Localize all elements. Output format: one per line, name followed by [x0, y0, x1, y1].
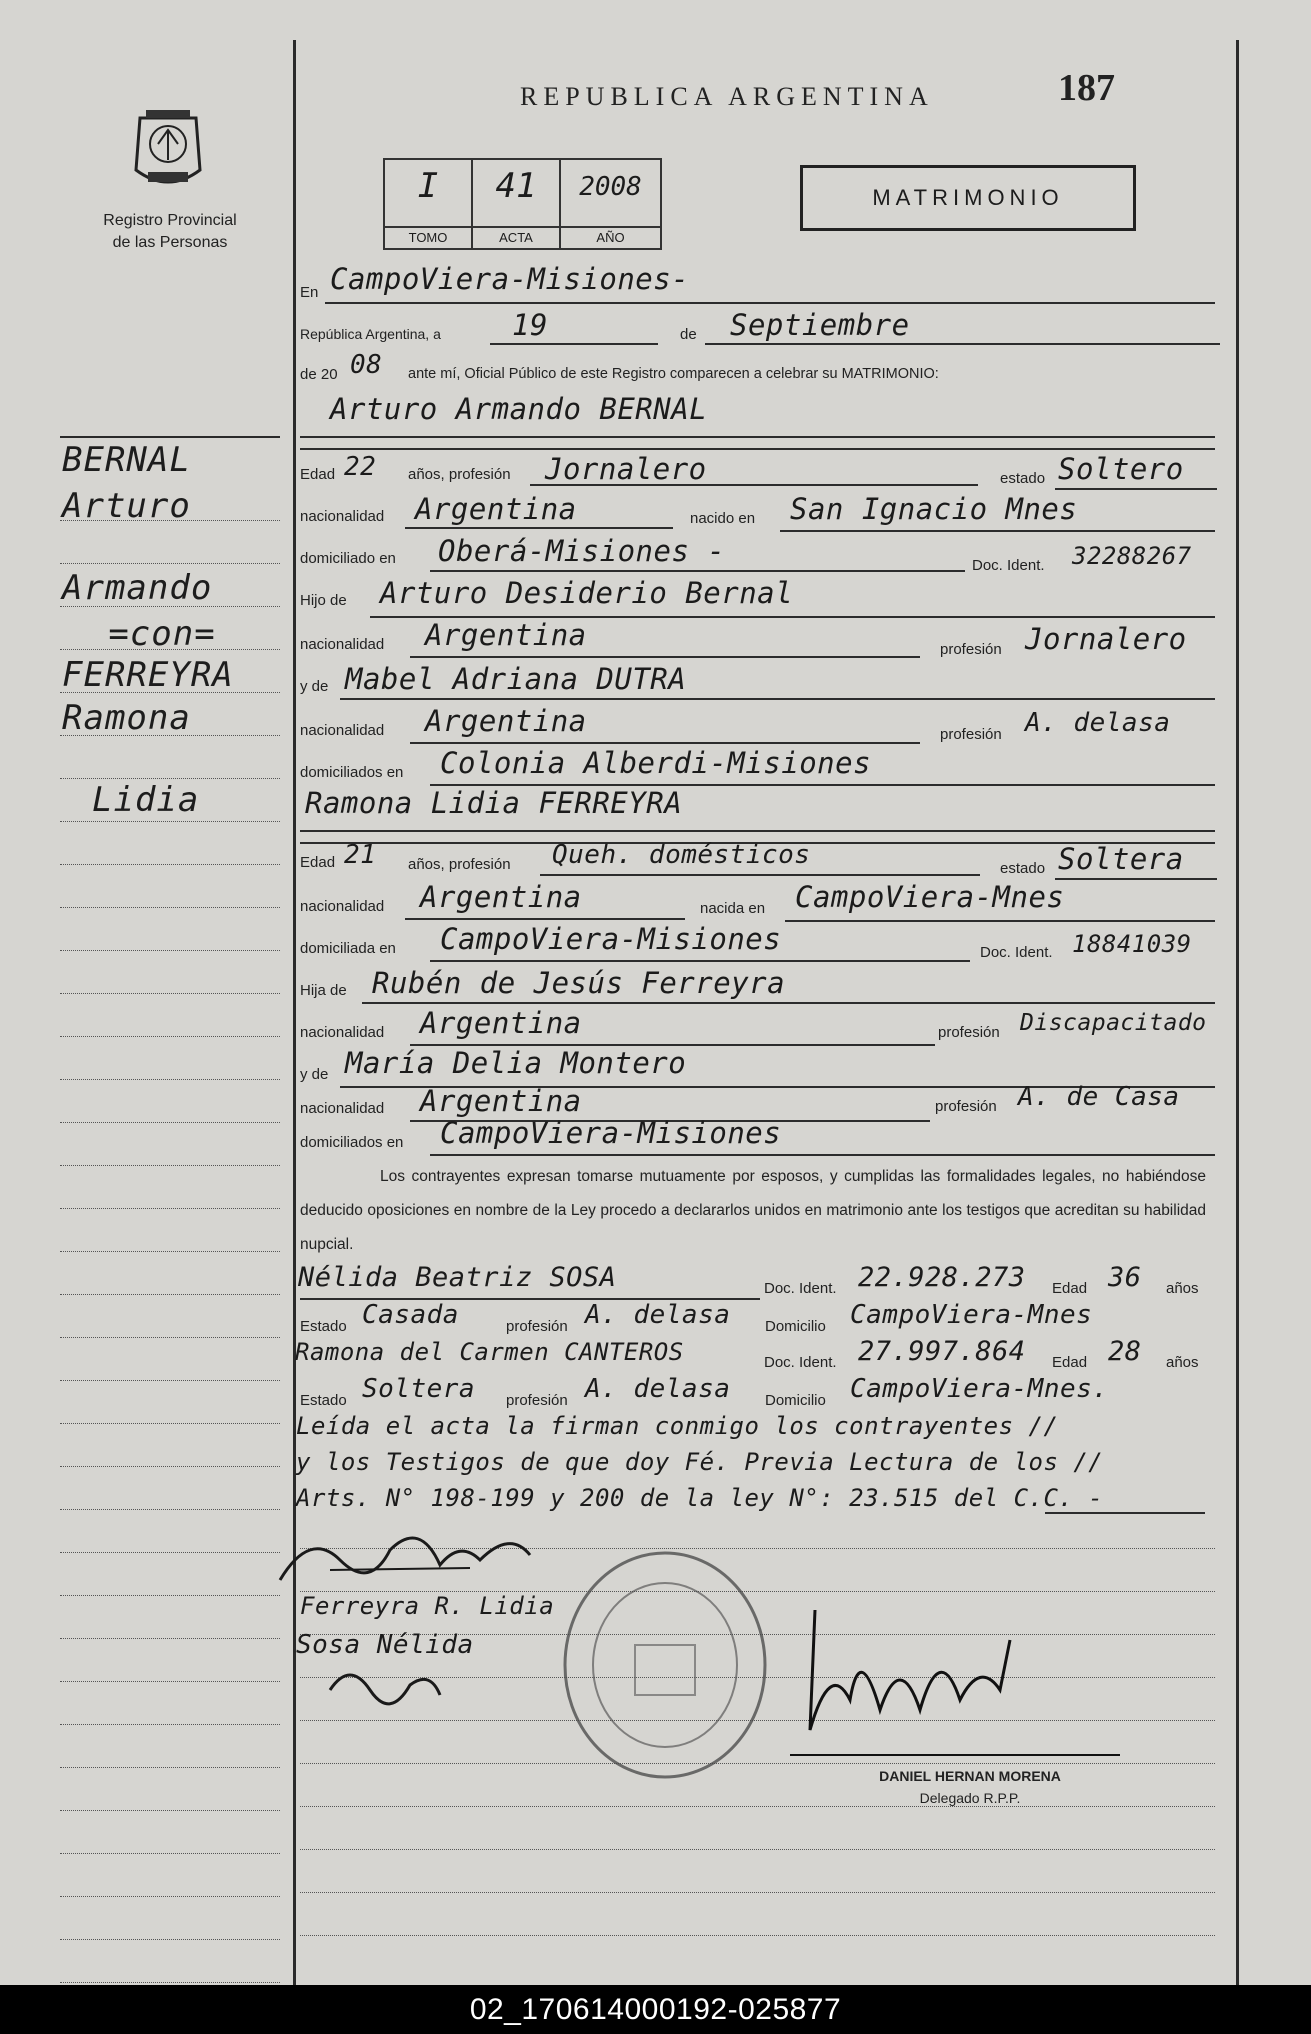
bride-status: Soltera — [1058, 842, 1184, 876]
place-line — [325, 302, 1215, 304]
witness2-dom-label: Domicilio — [765, 1392, 826, 1409]
bride-signature: Ferreyra R. Lidia — [300, 1592, 555, 1620]
groom-doc-label: Doc. Ident. — [972, 557, 1045, 574]
closing-line-2: y los Testigos de que doy Fé. Previa Lectura de los // — [296, 1448, 1104, 1476]
margin-rule-line — [60, 563, 280, 564]
groom-nationality: Argentina — [415, 492, 577, 526]
margin-rule-line — [60, 1337, 280, 1338]
margin-surname-bride: FERREYRA — [62, 655, 234, 695]
groom-mother-profession: A. delasa — [1025, 708, 1171, 738]
margin-rule-line — [60, 1595, 280, 1596]
acta-value: 41 — [495, 166, 537, 206]
groom-mother-line — [340, 698, 1215, 700]
bride-name: Ramona Lidia FERREYRA — [305, 786, 683, 820]
groom-prof-line — [530, 484, 978, 486]
bride-parents-dom-label: domiciliados en — [300, 1134, 404, 1151]
bride-age: 21 — [344, 840, 377, 870]
anio-value: 2008 — [579, 172, 642, 202]
bride-nat-line — [405, 918, 685, 920]
bride-estado-label: estado — [1000, 860, 1046, 877]
day-line — [490, 343, 658, 345]
bride-birthplace: CampoViera-Mnes — [795, 880, 1065, 914]
groom-father-nationality: Argentina — [425, 618, 587, 652]
groom-mother-nat-line — [410, 742, 920, 744]
witness2-name: Ramona del Carmen CANTEROS — [295, 1338, 684, 1366]
bride-nacida-label: nacida en — [700, 900, 766, 917]
margin-rule-line — [60, 1810, 280, 1811]
margin-rule-line — [60, 1165, 280, 1166]
bride-yde-label: y de — [300, 1066, 329, 1083]
margin-rule-line — [60, 1681, 280, 1682]
registry-label — [60, 210, 280, 254]
margin-rule-line — [60, 1380, 280, 1381]
margin-rule-line — [60, 1552, 280, 1553]
margin-rule-line — [60, 1036, 280, 1037]
act-type-box: MATRIMONIO — [800, 165, 1136, 231]
bride-doc: 18841039 — [1072, 930, 1192, 958]
witness2-age: 28 — [1108, 1336, 1142, 1367]
groom-age: 22 — [344, 452, 377, 482]
margin-middle-name-bride: Lidia — [92, 780, 200, 820]
en-label: En — [300, 284, 319, 301]
statement-text: ante mí, Oficial Público de este Registro comparecen a celebrar su MATRIMONIO: — [408, 366, 939, 382]
witness2-anios-label: años — [1166, 1354, 1199, 1371]
official-name: DANIEL HERNAN MORENA — [879, 1768, 1061, 1784]
groom-birthplace-line — [780, 530, 1215, 532]
margin-rule-line — [60, 1423, 280, 1424]
day-value: 19 — [512, 308, 548, 342]
witness1-doc-label: Doc. Ident. — [764, 1280, 837, 1297]
republica-label: República Argentina, a — [300, 326, 441, 342]
margin-rule-line — [60, 1896, 280, 1897]
witness2-profession: A. delasa — [585, 1374, 731, 1404]
bride-mother-prof-label: profesión — [935, 1098, 997, 1115]
official-stamp-icon — [555, 1545, 775, 1785]
bride-name-line — [300, 830, 1215, 832]
groom-signature-icon — [270, 1510, 570, 1600]
groom-prof-label: años, profesión — [408, 466, 511, 483]
scan-footer — [0, 1985, 1311, 2034]
margin-rule-line — [60, 1767, 280, 1768]
groom-doc: 32288267 — [1072, 542, 1192, 570]
anio-cell — [561, 160, 660, 248]
groom-status-line — [1055, 488, 1217, 490]
registry-line-1: Registro Provincial — [103, 212, 237, 229]
witness2-prof-label: profesión — [506, 1392, 568, 1409]
bride-edad-label: Edad — [300, 854, 336, 871]
bride-mother: María Delia Montero — [345, 1046, 687, 1080]
bride-father: Rubén de Jesús Ferreyra — [372, 966, 786, 1000]
witness1-dom-label: Domicilio — [765, 1318, 826, 1335]
groom-dom-line — [430, 570, 965, 572]
closing-line-1: Leída el acta la firman conmigo los contrayentes // — [296, 1412, 1059, 1440]
bride-dom-line — [430, 960, 970, 962]
groom-name-line — [300, 436, 1215, 438]
groom-father: Arturo Desiderio Bernal — [380, 576, 794, 610]
signature-rule-line — [300, 1849, 1215, 1850]
margin-rule-line — [60, 821, 280, 822]
bride-doc-label: Doc. Ident. — [980, 944, 1053, 961]
margin-rule-line — [60, 1853, 280, 1854]
month-value: Septiembre — [730, 308, 910, 342]
bride-father-line — [362, 1002, 1215, 1004]
groom-birthplace: San Ignacio Mnes — [790, 492, 1078, 526]
witness1-doc: 22.928.273 — [858, 1262, 1026, 1293]
groom-mother: Mabel Adriana DUTRA — [345, 662, 687, 696]
groom-father-prof-label: profesión — [940, 641, 1002, 658]
de-label: de — [680, 326, 697, 343]
bride-birthplace-line — [785, 920, 1215, 922]
groom-nat-line — [405, 527, 673, 529]
groom-mother-nationality: Argentina — [425, 704, 587, 738]
groom-mother-nat-label: nacionalidad — [300, 722, 385, 739]
folio-number: 187 — [1058, 67, 1115, 109]
margin-rule-line — [60, 907, 280, 908]
witness2-signature-icon — [320, 1660, 460, 1710]
witness1-estado-label: Estado — [300, 1318, 347, 1335]
groom-hijo-label: Hijo de — [300, 592, 347, 609]
groom-nacido-label: nacido en — [690, 510, 756, 527]
scan-code: 02_170614000192-025877 — [469, 1993, 842, 2026]
bride-dom-label: domiciliada en — [300, 940, 396, 957]
margin-rule-line — [60, 778, 280, 779]
margin-rule-line — [60, 1638, 280, 1639]
witness2-status: Soltera — [362, 1374, 476, 1404]
margin-first-name-groom: Arturo — [62, 486, 191, 526]
anio-label: AÑO — [561, 226, 660, 248]
acta-cell — [473, 160, 561, 248]
witness2-domicile: CampoViera-Mnes. — [850, 1374, 1109, 1404]
witness1-edad-label: Edad — [1052, 1280, 1088, 1297]
groom-nat-label: nacionalidad — [300, 508, 385, 525]
country-title: REPUBLICA ARGENTINA — [520, 82, 934, 111]
margin-rule-line — [60, 1466, 280, 1467]
closing-end-line — [1045, 1512, 1205, 1514]
margin-rule-line — [60, 1939, 280, 1940]
witness2-edad-label: Edad — [1052, 1354, 1088, 1371]
groom-yde-label: y de — [300, 678, 329, 695]
bride-parents-domicile: CampoViera-Misiones — [440, 1116, 782, 1150]
margin-first-name-bride: Ramona — [62, 698, 191, 738]
bride-father-nationality: Argentina — [420, 1006, 582, 1040]
groom-estado-label: estado — [1000, 470, 1046, 487]
witness1-status: Casada — [362, 1300, 459, 1330]
bride-mother-profession: A. de Casa — [1018, 1082, 1180, 1112]
margin-divider — [293, 40, 296, 1985]
groom-father-nat-line — [410, 656, 920, 658]
groom-father-profession: Jornalero — [1025, 622, 1187, 656]
groom-mother-prof-label: profesión — [940, 726, 1002, 743]
margin-middle-name-groom: Armando — [62, 568, 213, 608]
bride-father-nat-label: nacionalidad — [300, 1024, 385, 1041]
signature-rule-line — [300, 1935, 1215, 1936]
groom-domicile: Oberá-Misiones - — [438, 534, 726, 568]
groom-dom-label: domiciliado en — [300, 550, 396, 567]
groom-father-nat-label: nacionalidad — [300, 636, 385, 653]
bride-hija-label: Hija de — [300, 982, 347, 999]
bride-father-profession: Discapacitado — [1020, 1010, 1207, 1036]
bride-status-line — [1055, 878, 1217, 880]
witness-signature: Sosa Nélida — [296, 1630, 474, 1660]
declaration-text: Los contrayentes expresan tomarse mutuamente por esposos, y cumplidas las formalidades legales, no habiéndose deducido oposiciones en nombre de la Ley procedo a declararlos unidos en matrimonio ante los testigos que acreditan su habilidad nupcial. — [300, 1168, 1206, 1253]
year-suffix: 08 — [350, 350, 383, 380]
signature-rule-line — [300, 1806, 1215, 1807]
margin-rule-line — [60, 864, 280, 865]
right-border — [1236, 40, 1239, 1985]
margin-con: =con= — [108, 614, 216, 654]
witness2-estado-label: Estado — [300, 1392, 347, 1409]
bride-mother-nat-label: nacionalidad — [300, 1100, 385, 1117]
bride-prof-line — [540, 874, 980, 876]
margin-rule-line — [60, 1294, 280, 1295]
official-title: Delegado R.P.P. — [919, 1790, 1021, 1806]
margin-rule-line — [60, 1079, 280, 1080]
margin-rule-line — [60, 950, 280, 951]
bride-father-prof-label: profesión — [938, 1024, 1000, 1041]
acta-label: ACTA — [473, 226, 559, 248]
closing-line-3: Arts. N° 198-199 y 200 de la ley N°: 23.515 del C.C. - — [296, 1484, 1104, 1512]
month-line — [705, 343, 1220, 345]
province-seal-icon — [120, 100, 216, 196]
bride-mother-nationality: Argentina — [420, 1084, 582, 1118]
margin-rule-line — [60, 1208, 280, 1209]
official-signature-icon — [790, 1580, 1130, 1760]
margin-rule-line — [60, 1509, 280, 1510]
groom-edad-label: Edad — [300, 466, 336, 483]
bride-nat-label: nacionalidad — [300, 898, 385, 915]
witness1-domicile: CampoViera-Mnes — [850, 1300, 1093, 1330]
groom-name-line-2 — [300, 448, 1215, 450]
bride-nationality: Argentina — [420, 880, 582, 914]
witness2-doc: 27.997.864 — [858, 1336, 1026, 1367]
witness1-anios-label: años — [1166, 1280, 1199, 1297]
margin-rule-line — [60, 1982, 280, 1983]
groom-name: Arturo Armando BERNAL — [330, 392, 708, 426]
groom-status: Soltero — [1058, 452, 1184, 486]
place-value: CampoViera-Misiones- — [330, 262, 690, 296]
margin-surname-groom: BERNAL — [62, 440, 191, 480]
tomo-value: I — [417, 166, 439, 206]
groom-profession: Jornalero — [545, 452, 707, 486]
groom-parents-domicile: Colonia Alberdi-Misiones — [440, 746, 872, 780]
margin-top-rule — [60, 436, 280, 438]
registry-line-2: de las Personas — [112, 234, 228, 251]
margin-rule-line — [60, 1724, 280, 1725]
reference-box — [383, 158, 662, 250]
bride-prof-label: años, profesión — [408, 856, 511, 873]
tomo-cell — [385, 160, 473, 248]
witness2-doc-label: Doc. Ident. — [764, 1354, 837, 1371]
groom-parents-dom-label: domiciliados en — [300, 764, 404, 781]
witness1-age: 36 — [1108, 1262, 1142, 1293]
bride-domicile: CampoViera-Misiones — [440, 922, 782, 956]
year-prefix: de 20 — [300, 366, 338, 383]
signature-rule-line — [300, 1892, 1215, 1893]
witness1-prof-label: profesión — [506, 1318, 568, 1335]
bride-parents-dom-line — [430, 1154, 1215, 1156]
witness1-profession: A. delasa — [585, 1300, 731, 1330]
bride-profession: Queh. domésticos — [552, 840, 811, 870]
margin-rule-line — [60, 1122, 280, 1123]
margin-rule-line — [60, 1251, 280, 1252]
witness1-name: Nélida Beatriz SOSA — [298, 1262, 617, 1293]
tomo-label: TOMO — [385, 226, 471, 248]
margin-rule-line — [60, 993, 280, 994]
